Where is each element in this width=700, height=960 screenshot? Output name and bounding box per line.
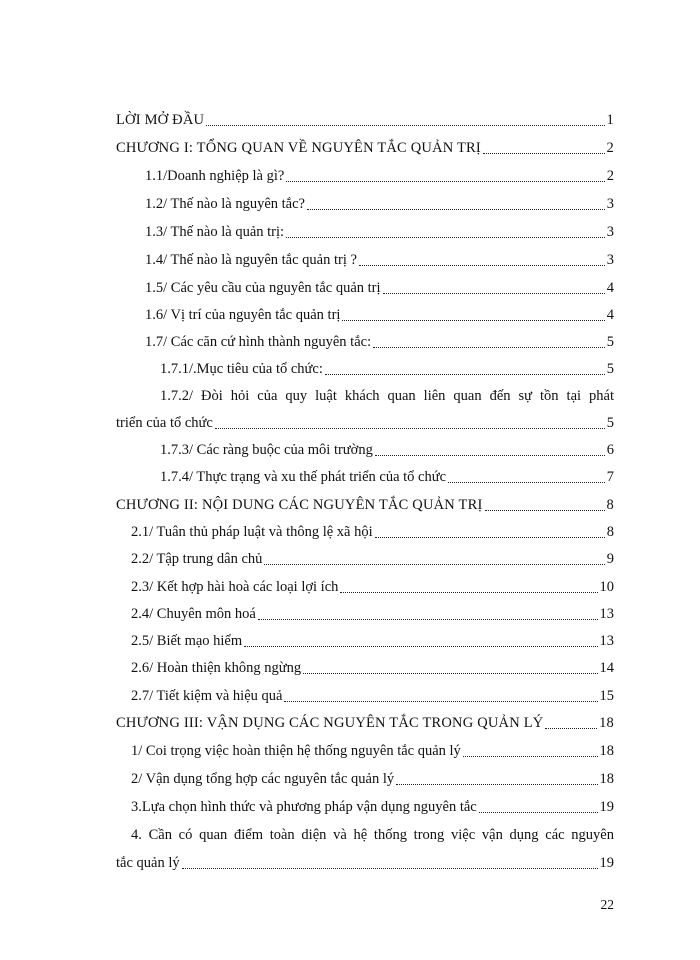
toc-leader-dots: [383, 293, 605, 294]
toc-page-number: 13: [599, 633, 614, 649]
toc-entry-title: 3.Lựa chọn hình thức và phương pháp vận dụng nguyên tắc: [131, 799, 477, 815]
toc-entry-1-3[interactable]: [145, 220, 614, 244]
toc-page-number: 19: [599, 855, 614, 871]
toc-page-number: 2: [606, 168, 614, 184]
toc-page-number: 2: [606, 140, 614, 156]
toc-leader-dots: [375, 455, 605, 456]
toc-entry-2-7[interactable]: [131, 684, 614, 708]
toc-entry-title: 1.6/ Vị trí của nguyên tắc quản trị: [145, 307, 341, 323]
toc-page-number: 5: [606, 361, 614, 377]
toc-page-number: 4: [606, 307, 614, 323]
toc-entry-title: 1.7.4/ Thực trạng và xu thế phát triển của tổ chức: [160, 469, 447, 485]
toc-page-number: 18: [599, 715, 614, 731]
toc-page-number: 1: [606, 112, 614, 128]
toc-page-number: 5: [606, 415, 614, 431]
toc-entry-title: 2.4/ Chuyên môn hoá: [131, 606, 256, 622]
toc-entry-1-1[interactable]: [145, 164, 614, 188]
toc-leader-dots: [286, 181, 604, 182]
toc-leader-dots: [545, 728, 597, 729]
toc-entry-2-3[interactable]: [131, 575, 614, 599]
toc-leader-dots: [258, 619, 598, 620]
toc-entry-title: 2.3/ Kết hợp hài hoà các loại lợi ích: [131, 579, 339, 595]
toc-entry-2-1[interactable]: [131, 520, 614, 544]
toc-entry-3-3[interactable]: [131, 795, 614, 819]
toc-entry-1-7[interactable]: [145, 330, 614, 354]
toc-entry-title: 1.1/Doanh nghiệp là gì?: [145, 168, 285, 184]
toc-entry-title: 1.4/ Thế nào là nguyên tắc quản trị ?: [145, 252, 357, 268]
toc-page-number: 8: [606, 524, 614, 540]
toc-leader-dots: [284, 701, 597, 702]
toc-entry-2-2[interactable]: [131, 547, 614, 571]
toc-page-number: 6: [606, 442, 614, 458]
toc-entry-1-2[interactable]: [145, 192, 614, 216]
toc-entry-title: 2.6/ Hoàn thiện không ngừng: [131, 660, 302, 676]
toc-page-number: 10: [599, 579, 614, 595]
toc-entry-1-7-4[interactable]: [160, 465, 614, 489]
toc-leader-dots: [373, 347, 605, 348]
toc-leader-dots: [303, 673, 597, 674]
toc-page-number: 15: [599, 688, 614, 704]
toc-leader-dots: [375, 537, 605, 538]
toc-leader-dots: [264, 564, 604, 565]
toc-entry-title: 1.3/ Thế nào là quản trị:: [145, 224, 285, 240]
toc-entry-1-7-3[interactable]: [160, 438, 614, 462]
toc-entry-3-4-line-1[interactable]: [131, 823, 614, 847]
toc-entry-title: 1.7.2/ Đòi hỏi của quy luật khách quan liên quan đến sự tồn tại phát: [160, 388, 614, 404]
toc-leader-dots: [359, 265, 605, 266]
toc-entry-title: CHƯƠNG III: VẬN DỤNG CÁC NGUYÊN TẮC TRONG QUẢN LÝ: [116, 715, 544, 731]
toc-leader-dots: [244, 646, 597, 647]
toc-entry-title: CHƯƠNG I: TỔNG QUAN VỀ NGUYÊN TẮC QUẢN TRỊ: [116, 140, 481, 156]
toc-entry-chapter-1[interactable]: [116, 136, 614, 160]
toc-entry-chapter-3[interactable]: [116, 711, 614, 735]
toc-entry-title: LỜI MỞ ĐẦU: [116, 112, 205, 128]
toc-page-number: 18: [599, 771, 614, 787]
toc-entry-title: 2.5/ Biết mạo hiểm: [131, 633, 243, 649]
toc-entry-title: 1.7/ Các căn cứ hình thành nguyên tắc:: [145, 334, 372, 350]
toc-page-number: 3: [606, 252, 614, 268]
toc-leader-dots: [215, 428, 605, 429]
toc-leader-dots: [463, 756, 598, 757]
toc-leader-dots: [286, 237, 605, 238]
toc-page-number: 13: [599, 606, 614, 622]
toc-entry-title: 1.2/ Thế nào là nguyên tắc?: [145, 196, 305, 212]
toc-entry-3-1[interactable]: [131, 739, 614, 763]
toc-entry-title: 1.7.1/.Mục tiêu của tổ chức:: [160, 361, 323, 377]
toc-leader-dots: [485, 510, 605, 511]
toc-page-number: 9: [606, 551, 614, 567]
toc-entry-title: 1/ Coi trọng việc hoàn thiện hệ thống nguyên tắc quản lý: [131, 743, 461, 759]
toc-entry-chapter-2[interactable]: [116, 493, 614, 517]
toc-leader-dots: [479, 812, 598, 813]
toc-page-number: 19: [599, 799, 614, 815]
toc-page-number: 7: [606, 469, 614, 485]
toc-page-number: 18: [599, 743, 614, 759]
toc-entry-title: 2.2/ Tập trung dân chủ: [131, 551, 263, 567]
toc-entry-title: 2.1/ Tuân thủ pháp luật và thông lệ xã hội: [131, 524, 373, 540]
toc-leader-dots: [325, 374, 605, 375]
toc-entry-1-6[interactable]: [145, 303, 614, 327]
toc-page-number: 3: [606, 224, 614, 240]
toc-leader-dots: [448, 482, 605, 483]
toc-entry-title-continued: triển của tổ chức: [116, 415, 213, 431]
toc-page-number: 14: [599, 660, 614, 676]
toc-leader-dots: [340, 592, 597, 593]
toc-entry-2-4[interactable]: [131, 602, 614, 626]
toc-leader-dots: [307, 209, 605, 210]
toc-leader-dots: [182, 868, 598, 869]
toc-entry-3-2[interactable]: [131, 767, 614, 791]
toc-leader-dots: [342, 320, 604, 321]
toc-page-number: 4: [606, 280, 614, 296]
toc-leader-dots: [396, 784, 597, 785]
toc-entry-title-continued: tắc quản lý: [116, 855, 180, 871]
toc-entry-title: 2/ Vận dụng tổng hợp các nguyên tắc quản lý: [131, 771, 395, 787]
toc-entry-2-5[interactable]: [131, 629, 614, 653]
toc-leader-dots: [483, 153, 605, 154]
toc-entry-title: 2.7/ Tiết kiệm và hiệu quả: [131, 688, 283, 704]
toc-leader-dots: [206, 125, 604, 126]
toc-entry-title: 1.5/ Các yêu cầu của nguyên tắc quản trị: [145, 280, 381, 296]
toc-entry-title: 4. Cần có quan điểm toàn diện và hệ thống trong việc vận dụng các nguyên: [131, 827, 614, 843]
toc-entry-1-7-2-line-2[interactable]: [116, 411, 614, 435]
toc-page-number: 5: [606, 334, 614, 350]
page-number-footer: 22: [600, 897, 614, 912]
toc-entry-1-4[interactable]: [145, 248, 614, 272]
toc-entry-intro[interactable]: [116, 108, 614, 132]
toc-page-number: 8: [606, 497, 614, 513]
toc-entry-1-7-2-line-1[interactable]: [160, 384, 614, 408]
toc-entry-2-6[interactable]: [131, 656, 614, 680]
toc-page-number: 3: [606, 196, 614, 212]
toc-entry-1-7-1[interactable]: [160, 357, 614, 381]
toc-entry-1-5[interactable]: [145, 276, 614, 300]
toc-entry-title: 1.7.3/ Các ràng buộc của môi trường: [160, 442, 373, 458]
toc-entry-3-4-line-2[interactable]: [116, 851, 614, 875]
toc-entry-title: CHƯƠNG II: NỘI DUNG CÁC NGUYÊN TẮC QUẢN TRỊ: [116, 497, 483, 513]
